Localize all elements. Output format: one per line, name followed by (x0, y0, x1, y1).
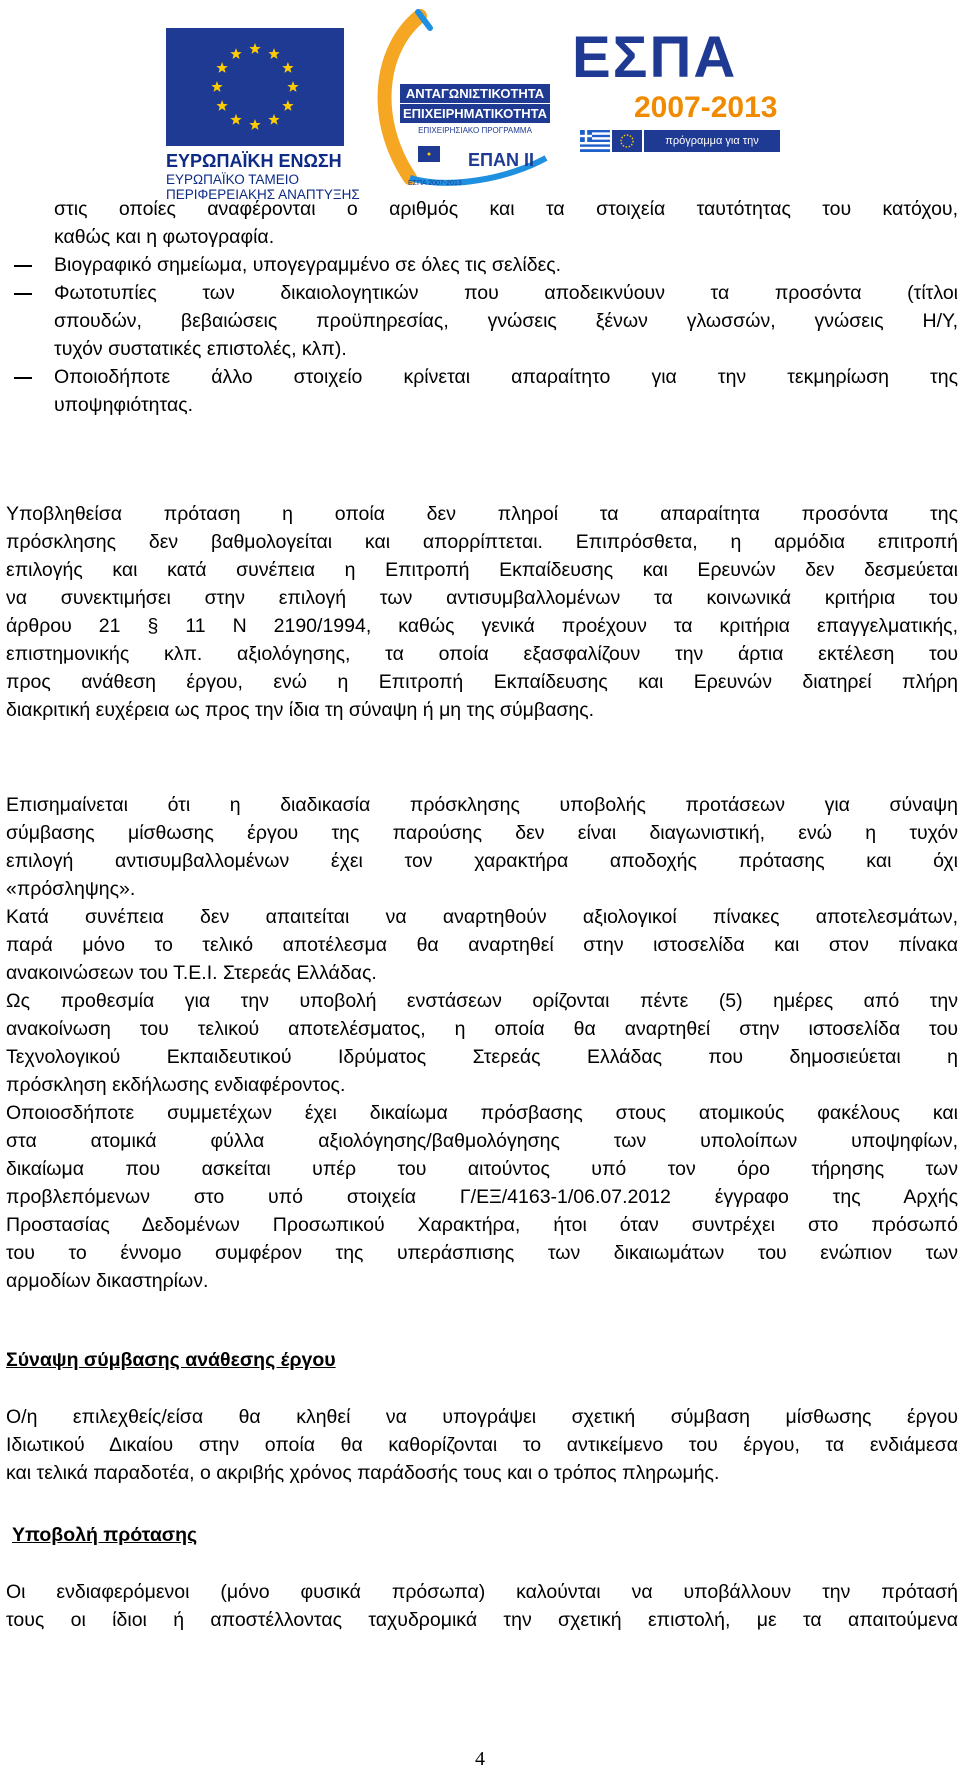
eu-logo-line2: ΕΥΡΩΠΑΪΚΟ ΤΑΜΕΙΟ (166, 172, 299, 187)
list-item-other-line1: Οποιοδήποτε άλλο στοιχείο κρίνεται απαραίτητο για την τεκμηρίωση της (54, 366, 958, 388)
eu-mini-flag-icon (612, 130, 642, 152)
text-line: Οποιοσδήποτε συμμετέχων έχει δικαίωμα πρόσβασης στους ατομικούς φακέλους και (6, 1102, 958, 1124)
text-line: Επισημαίνεται ότι η διαδικασία πρόσκλησης υποβολής προτάσεων για σύναψη (6, 794, 958, 816)
text-line: Ιδιωτικού Δικαίου στην οποία θα καθορίζονται το αντικείμενο του έργου, τα ενδιάμεσα (6, 1434, 958, 1456)
text-line: σύμβασης μίσθωσης έργου της παρούσης δεν είναι διαγωνιστική, ενώ η τυχόν (6, 822, 958, 844)
eu-logo-line3: ΠΕΡΙΦΕΡΕΙΑΚΗΣ ΑΝΑΠΤΥΞΗΣ (166, 187, 360, 202)
text-line: τους οι ίδιοι ή αποστέλλοντας ταχυδρομικά την σχετική επιστολή, με τα απαιτούμενα (6, 1609, 958, 1631)
dash-bullet (14, 265, 32, 267)
paragraph-rejection (6, 500, 958, 724)
text-line: παρά μόνο το τελικό αποτέλεσμα θα αναρτηθεί στην ιστοσελίδα και στον πίνακα (6, 934, 958, 956)
epixeirimatikotita-label: ΕΠΙΧΕΙΡΗΜΑΤΙΚΟΤΗΤΑ (400, 104, 550, 123)
text-line: «πρόσληψης». (6, 878, 136, 900)
text-line: ανακοίνωση του τελικού αποτελέσματος, η οποία θα αναρτηθεί στην ιστοσελίδα του (6, 1018, 958, 1040)
text-line: ανακοινώσεων του Τ.Ε.Ι. Στερεάς Ελλάδας. (6, 962, 377, 984)
text-line: προβλεπόμενων στο υπό στοιχεία Γ/ΕΞ/4163-1/06.07.2012 έγγραφο της Αρχής (6, 1186, 958, 1208)
list-item-cv (54, 251, 958, 279)
espa-word: ΕΣΠΑ (572, 25, 738, 90)
text-line: στα ατομικά φύλλα αξιολόγησης/βαθμολόγησης των υπολοίπων υποψηφίων, (6, 1130, 958, 1152)
list-item-id-card (54, 195, 958, 251)
text-line: διακριτική ευχέρεια ως προς την ίδια τη σύναψη ή μη της σύμβασης. (6, 699, 595, 721)
text-line: προς ανάθεση έργου, ενώ η Επιτροπή Εκπαίδευσης και Ερευνών διατηρεί πλήρη (6, 671, 958, 693)
text-line: επιστημονικής κλπ. αξιολόγησης, τα οποία εξασφαλίζουν την άρτια εκτέλεση του (6, 643, 958, 665)
list-item-cv-line: Βιογραφικό σημείωμα, υπογεγραμμένο σε όλες τις σελίδες. (54, 254, 562, 276)
list-item-docs-line1: Φωτοτυπίες των δικαιολογητικών που αποδεικνύουν τα προσόντα (τίτλοι (54, 282, 958, 304)
text-line: πρόσκληση εκδήλωσης ενδιαφέροντος. (6, 1074, 346, 1096)
list-item-other-line2: υποψηφιότητας. (54, 394, 194, 416)
list-item-id-line1: στις οποίες αναφέρονται ο αριθμός και τα στοιχεία ταυτότητας του κατόχου, (54, 198, 958, 220)
text-line: του το έννομο συμφέρον της υπεράσπισης των δικαιωμάτων του ενώπιον των (6, 1242, 958, 1264)
eu-flag-icon (166, 28, 344, 146)
epixeirisiako-label: ΕΠΙΧΕΙΡΗΣΙΑΚΟ ΠΡΟΓΡΑΜΜΑ (418, 126, 532, 135)
dash-bullet (14, 377, 32, 379)
text-line: πρόσκλησης δεν βαθμολογείται και απορρίπτεται. Επιπρόσθετα, η αρμόδια επιτροπή (6, 531, 958, 553)
list-item-docs-line2: σπουδών, βεβαιώσεις προϋπηρεσίας, γνώσεις ξένων γλωσσών, γνώσεις Η/Υ, (54, 310, 958, 332)
list-item-other (54, 363, 958, 419)
dash-bullet (14, 293, 32, 295)
antagonistikotita-label: ΑΝΤΑΓΩΝΙΣΤΙΚΟΤΗΤΑ (400, 84, 550, 103)
text-line: αρμοδίων δικαστηρίων. (6, 1270, 209, 1292)
greek-flag-icon (580, 130, 610, 152)
text-line: άρθρου 21 § 11 Ν 2190/1994, καθώς γενικά προέχουν τα κριτήρια επαγγελματικής, (6, 615, 958, 637)
list-item-documents (54, 279, 958, 363)
text-line: επιλογής και κατά συνέπεια η Επιτροπή Εκπαίδευσης και Ερευνών δεν δεσμεύεται (6, 559, 958, 581)
espa-logo (570, 25, 780, 169)
page-number: 4 (475, 1748, 485, 1770)
heading-submission: Υποβολή πρότασης (12, 1524, 198, 1546)
paragraph-objections (6, 987, 958, 1099)
eu-logo (166, 24, 360, 202)
text-line: επιλογή αντισυμβαλλομένων έχει τον χαρακτήρα αποδοχής πρότασης και όχι (6, 850, 958, 872)
eu-logo-line1: ΕΥΡΩΠΑΪΚΗ ΕΝΩΣΗ (166, 151, 342, 171)
paragraph-non-competitive (6, 791, 958, 903)
text-line: δικαίωμα που ασκείται υπέρ του αιτούντος υπό τον όρο τήρησης των (6, 1158, 958, 1180)
list-item-docs-line3: τυχόν συστατικές επιστολές, κλπ). (54, 338, 347, 360)
text-line: Υποβληθείσα πρόταση η οποία δεν πληροί τα απαραίτητα προσόντα της (6, 503, 958, 525)
text-line: Κατά συνέπεια δεν απαιτείται να αναρτηθούν αξιολογικοί πίνακες αποτελεσμάτων, (6, 906, 958, 928)
header-logos (160, 4, 780, 202)
list-item-id-line2: καθώς και η φωτογραφία. (54, 226, 275, 248)
paragraph-submission (6, 1578, 958, 1634)
text-line: Τεχνολογικού Εκπαιδευτικού Ιδρύματος Στερεάς Ελλάδας που δημοσιεύεται η (6, 1046, 958, 1068)
text-line: Ως προθεσμία για την υποβολή ενστάσεων ορίζονται πέντε (5) ημέρες από την (6, 990, 958, 1012)
text-line: Προστασίας Δεδομένων Προσωπικού Χαρακτήρα, ήτοι όταν συντρέχει στο πρόσωπό (6, 1214, 958, 1236)
heading-contract: Σύναψη σύμβασης ανάθεσης έργου (6, 1349, 336, 1371)
paragraph-results (6, 903, 958, 987)
text-line: Ο/η επιλεχθείς/είσα θα κληθεί να υπογράψει σχετική σύμβαση μίσθωσης έργου (6, 1406, 958, 1428)
paragraph-access (6, 1099, 958, 1295)
espa-small-label: ΕΣΠΑ 2007-2013 (408, 180, 462, 187)
text-line: και τελικά παραδοτέα, ο ακριβής χρόνος παράδοσής τους και ο τρόπος πληρωμής. (6, 1462, 720, 1484)
text-line: να συνεκτιμήσει στην επιλογή των αντισυμβαλλομένων τα κοινωνικά κριτήρια του (6, 587, 958, 609)
antagonistikotita-logo (360, 8, 550, 194)
epan-label: ΕΠΑΝ ΙΙ (468, 150, 535, 170)
espa-tagline: πρόγραμμα για την ανάπτυξη (644, 130, 780, 152)
paragraph-contract (6, 1403, 958, 1487)
espa-years: 2007-2013 (634, 91, 778, 124)
text-line: Οι ενδιαφερόμενοι (μόνο φυσικά πρόσωπα) καλούνται να υποβάλλουν την πρότασή (6, 1581, 958, 1603)
